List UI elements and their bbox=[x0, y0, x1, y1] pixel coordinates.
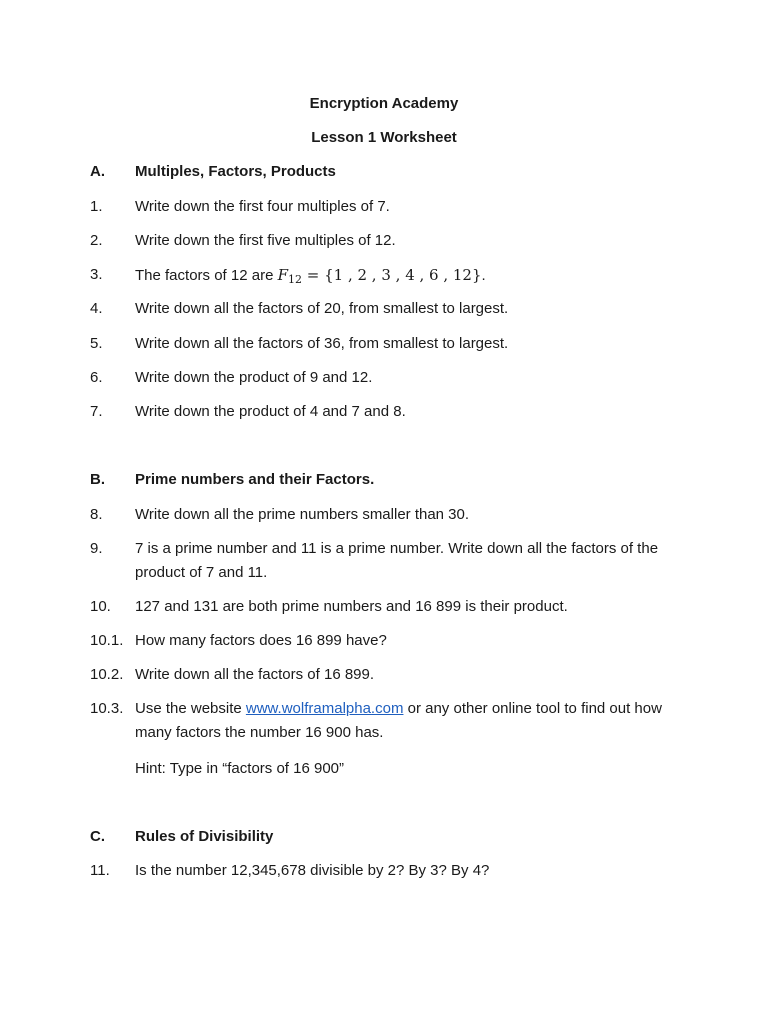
question-prefix: The factors of 12 are bbox=[135, 267, 278, 284]
question-text: Write down all the factors of 36, from smallest to largest. bbox=[135, 335, 509, 352]
question-text: 7 is a prime number and 11 is a prime number. Write down all the factors of the product of 7 and 11. bbox=[135, 540, 659, 581]
question-number: 5. bbox=[90, 335, 103, 352]
question-number: 2. bbox=[90, 232, 103, 249]
question-suffix: . bbox=[481, 267, 486, 284]
question-prefix: Use the website bbox=[135, 700, 246, 717]
wolframalpha-link[interactable]: www.wolframalpha.com bbox=[245, 700, 404, 717]
section-marker: C. bbox=[90, 828, 105, 845]
question-text: How many factors does 16 899 have? bbox=[135, 632, 387, 649]
hint-text: Hint: Type in “factors of 16 900” bbox=[135, 760, 344, 777]
question-number: 10.2. bbox=[90, 666, 124, 683]
section-title: Multiples, Factors, Products bbox=[135, 163, 336, 180]
question-text: Write down the first four multiples of 7. bbox=[135, 198, 390, 215]
math-subscript: 12 bbox=[288, 273, 302, 286]
document-subtitle: Lesson 1 Worksheet bbox=[311, 129, 457, 146]
question-number: 6. bbox=[90, 369, 103, 386]
math-variable: F bbox=[277, 266, 288, 284]
question-number: 10.3. bbox=[90, 700, 124, 717]
question-number: 11. bbox=[90, 862, 110, 879]
question-item bbox=[90, 697, 690, 747]
question-suffix: or any other online tool to find out how many factors the number 16 900 has. bbox=[135, 700, 662, 741]
question-text: 127 and 131 are both prime numbers and 16 899 is their product. bbox=[135, 598, 568, 615]
question-text: Write down the product of 9 and 12. bbox=[135, 369, 373, 386]
section-marker: A. bbox=[90, 163, 105, 180]
question-text: Write down all the factors of 16 899. bbox=[135, 666, 375, 683]
question-text bbox=[135, 263, 486, 292]
question-text: Write down the product of 4 and 7 and 8. bbox=[135, 403, 406, 420]
question-text: Is the number 12,345,678 divisible by 2? By 3? By 4? bbox=[135, 862, 490, 879]
question-number: 4. bbox=[90, 300, 103, 317]
section-marker: B. bbox=[90, 471, 105, 488]
section-title: Rules of Divisibility bbox=[135, 828, 274, 845]
question-text bbox=[135, 697, 675, 745]
question-number: 1. bbox=[90, 198, 103, 215]
question-number: 7. bbox=[90, 403, 103, 420]
question-text: Write down all the prime numbers smaller than 30. bbox=[135, 506, 470, 523]
question-text: Write down all the factors of 20, from smallest to largest. bbox=[135, 300, 509, 317]
question-number: 10.1. bbox=[90, 632, 124, 649]
question-number: 3. bbox=[90, 266, 103, 283]
question-number: 9. bbox=[90, 540, 103, 557]
question-item bbox=[90, 537, 690, 587]
question-number: 10. bbox=[90, 598, 111, 615]
section-title: Prime numbers and their Factors. bbox=[135, 471, 375, 488]
math-set: = {1 , 2 , 3 , 4 , 6 , 12} bbox=[302, 266, 482, 284]
question-text: Write down the first five multiples of 12. bbox=[135, 232, 396, 249]
question-number: 8. bbox=[90, 506, 103, 523]
document-title: Encryption Academy bbox=[309, 95, 459, 112]
